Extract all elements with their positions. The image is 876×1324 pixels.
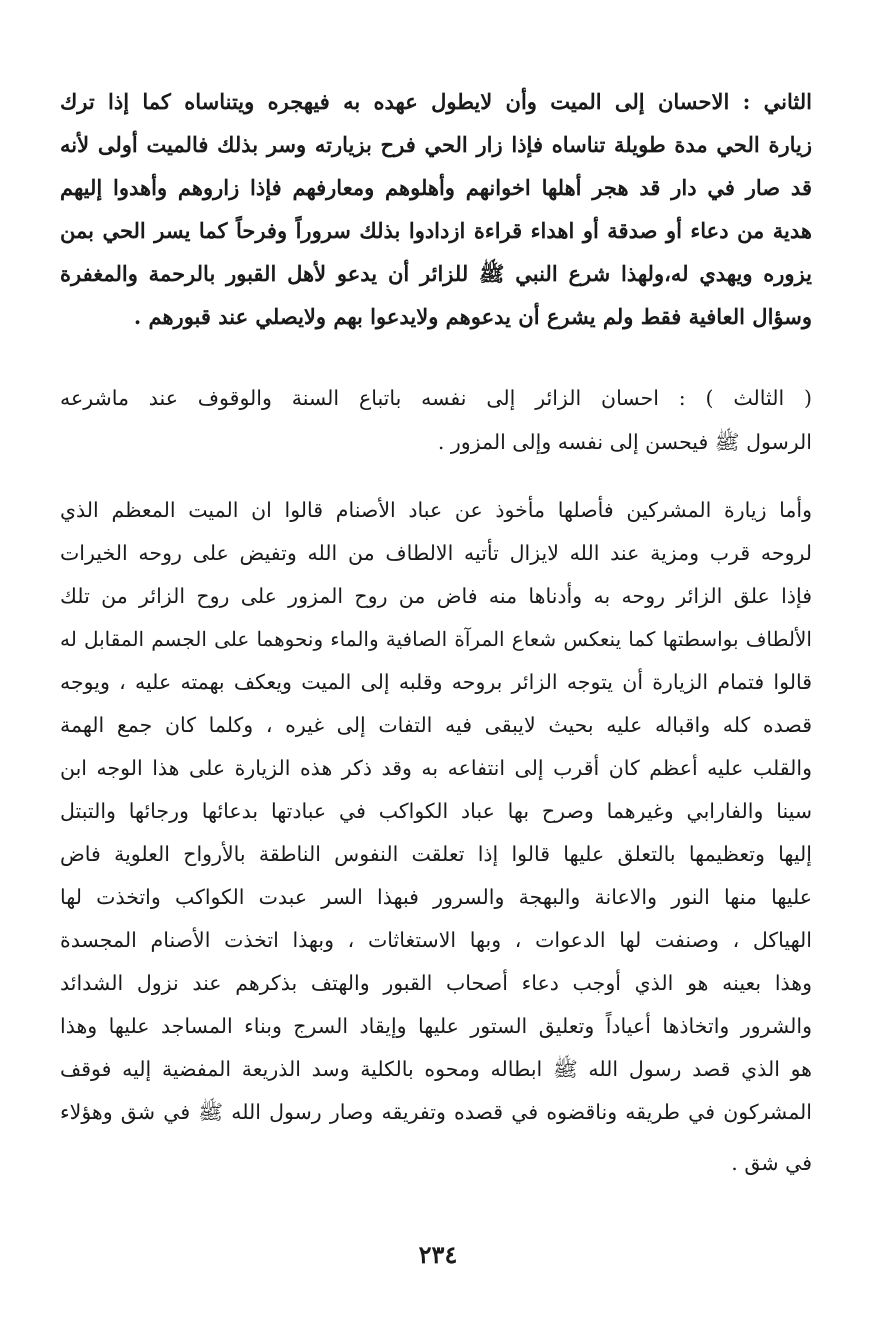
text-line: المشركون في طريقه وناقضوه في قصده وتفريقه وصار رسول الله ﷺ في شق وهؤلاء bbox=[60, 1100, 812, 1124]
text-line: وهذا بعينه هو الذي أوجب دعاء أصحاب القبور والهتف بذكرهم عند نزول الشدائد bbox=[60, 971, 812, 995]
text-line: ( الثالث ) : احسان الزائر إلى نفسه باتباع السنة والوقوف عند ماشرعه bbox=[60, 386, 812, 410]
text-line: يزوره ويهدي له،ولهذا شرع النبي ﷺ للزائر أن يدعو لأهل القبور بالرحمة والمغفرة bbox=[60, 261, 812, 286]
text-line: الرسول ﷺ فيحسن إلى نفسه وإلى المزور . bbox=[437, 430, 812, 454]
text-line: لروحه قرب ومزية عند الله لايزال تأتيه الالطاف من الله وتفيض على روحه الخيرات bbox=[60, 541, 812, 565]
page-number: ٢٣٤ bbox=[418, 1240, 458, 1269]
text-line: عليها منها النور والاعانة والبهجة والسرور فبهذا السر عبدت الكواكب واتخذت لها bbox=[60, 885, 812, 909]
text-line: الثاني : الاحسان إلى الميت وأن لايطول عهده به فيهجره ويتناساه كما إذا ترك bbox=[60, 89, 812, 114]
text-line: هو الذي قصد رسول الله ﷺ ابطاله ومحوه بالكلية وسد الذريعة المفضية إليه فوقف bbox=[60, 1057, 812, 1081]
text-line: سينا والفارابي وغيرهما وصرح بها عباد الكواكب في عبادتها بدعائها ورجائها والتبتل bbox=[60, 799, 812, 823]
text-line: إليها وتعظيمها بالتعلق عليها قالوا إذا تعلقت النفوس الناطقة بالأرواح العلوية فاض bbox=[60, 842, 812, 866]
text-line: فإذا علق الزائر روحه به وأدناها منه فاض من روح المزور على روح الزائر من تلك bbox=[60, 584, 812, 608]
text-line: الهياكل ، وصنفت لها الدعوات ، وبها الاستغاثات ، وبهذا اتخذت الأصنام المجسدة bbox=[60, 928, 812, 952]
text-line: زيارة الحي مدة طويلة تناساه فإذا زار الحي فرح بزيارته وسر بذلك فالميت أولى لأنه bbox=[60, 132, 812, 157]
text-line: والقلب عليه أعظم كان أقرب إلى انتفاعه به وقد ذكر هذه الزيارة على هذا الوجه ابن bbox=[60, 756, 812, 780]
text-line: قد صار في دار قد هجر أهلها اخوانهم وأهلوهم ومعارفهم فإذا زاروهم وأهدوا إليهم bbox=[60, 175, 812, 200]
text-line: الألطاف بواسطتها كما ينعكس شعاع المرآة الصافية والماء ونحوهما على الجسم المقابل له bbox=[60, 627, 812, 651]
text-line: قصده كله واقباله عليه بحيث لايبقى فيه التفات إلى غيره ، وكلما كان جمع الهمة bbox=[60, 713, 812, 737]
text-line: هدية من دعاء أو صدقة أو اهداء قراءة ازدادوا بذلك سروراً وفرحاً كما يسر الحي بمن bbox=[60, 218, 812, 243]
text-line: قالوا فتمام الزيارة أن يتوجه الزائر بروحه وقلبه إلى الميت ويعكف بهمته عليه ، ويوجه bbox=[60, 670, 812, 694]
text-line: وأما زيارة المشركين فأصلها مأخوذ عن عباد الأصنام قالوا ان الميت المعظم الذي bbox=[60, 498, 812, 522]
text-line: والشرور واتخاذها أعياداً وتعليق الستور عليها وإيقاد السرج وبناء المساجد عليها وهذا bbox=[60, 1014, 812, 1038]
text-line: وسؤال العافية فقط ولم يشرع أن يدعوهم ولايدعوا بهم ولايصلي عند قبورهم . bbox=[133, 304, 812, 329]
text-line: في شق . bbox=[731, 1151, 812, 1175]
